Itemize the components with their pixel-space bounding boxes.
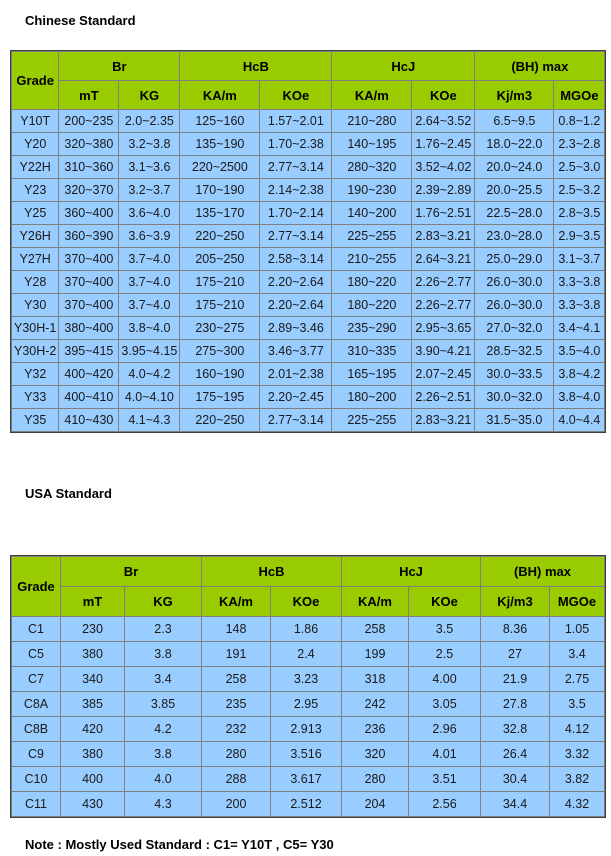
table-row [12,202,605,225]
grade-column-header: Grade [12,52,59,110]
grade-cell: Y10T [12,110,59,133]
value-cell: 420 [61,717,125,742]
value-cell: 2.83~3.21 [412,225,475,248]
value-cell: 2.56 [409,792,481,817]
value-cell: 380~400 [59,317,119,340]
value-cell: 258 [342,617,409,642]
value-cell: 27 [481,642,550,667]
value-cell: 3.7~4.0 [119,271,180,294]
value-cell: 2.77~3.14 [260,156,332,179]
value-cell: 320~370 [59,179,119,202]
value-cell: 34.4 [481,792,550,817]
value-cell: 2.26~2.77 [412,271,475,294]
usa-table-header [12,557,605,617]
value-cell: 225~255 [332,225,412,248]
value-cell: 2.0~2.35 [119,110,180,133]
value-cell: 2.64~3.52 [412,110,475,133]
value-cell: 27.0~32.0 [475,317,554,340]
value-cell: 140~195 [332,133,412,156]
value-cell: 3.2~3.8 [119,133,180,156]
value-cell: 26.0~30.0 [475,271,554,294]
value-cell: 3.8~4.2 [554,363,605,386]
value-cell: 318 [342,667,409,692]
value-cell: 160~190 [180,363,260,386]
grade-cell: C8A [12,692,61,717]
bhmax-mgoe-unit-header: MGOe [550,587,605,617]
br-kg-unit-header: KG [119,81,180,110]
value-cell: 395~415 [59,340,119,363]
value-cell: 288 [202,767,271,792]
value-cell: 280 [342,767,409,792]
table-row [12,317,605,340]
table-row [12,110,605,133]
value-cell: 232 [202,717,271,742]
value-cell: 2.26~2.51 [412,386,475,409]
table-row [12,386,605,409]
value-cell: 3.8~4.0 [554,386,605,409]
value-cell: 2.9~3.5 [554,225,605,248]
value-cell: 2.4 [271,642,342,667]
value-cell: 4.01 [409,742,481,767]
value-cell: 135~190 [180,133,260,156]
value-cell: 180~220 [332,271,412,294]
hcb-kam-unit-header: KA/m [180,81,260,110]
table-row [12,667,605,692]
value-cell: 26.4 [481,742,550,767]
br-kg-unit-header: KG [125,587,202,617]
br-mt-unit-header: mT [59,81,119,110]
value-cell: 2.01~2.38 [260,363,332,386]
value-cell: 3.5~4.0 [554,340,605,363]
value-cell: 2.26~2.77 [412,294,475,317]
grade-column-header: Grade [12,557,61,617]
value-cell: 220~250 [180,409,260,432]
value-cell: 4.0~4.10 [119,386,180,409]
table-row [12,133,605,156]
value-cell: 27.8 [481,692,550,717]
chinese-table-body [12,110,605,432]
value-cell: 2.20~2.64 [260,271,332,294]
bhmax-kjm3-unit-header: Kj/m3 [481,587,550,617]
value-cell: 2.95 [271,692,342,717]
value-cell: 3.8 [125,642,202,667]
table-row [12,642,605,667]
chinese-standard-table [11,51,605,432]
usa-standard-table-frame [10,555,606,818]
table-row [12,248,605,271]
value-cell: 180~200 [332,386,412,409]
value-cell: 2.5~3.2 [554,179,605,202]
grade-cell: Y25 [12,202,59,225]
value-cell: 125~160 [180,110,260,133]
value-cell: 2.58~3.14 [260,248,332,271]
value-cell: 28.5~32.5 [475,340,554,363]
value-cell: 2.77~3.14 [260,409,332,432]
value-cell: 400 [61,767,125,792]
bhmax-group-header: (BH) max [475,52,605,81]
value-cell: 3.46~3.77 [260,340,332,363]
table-row [12,717,605,742]
value-cell: 2.20~2.64 [260,294,332,317]
value-cell: 2.8~3.5 [554,202,605,225]
header-group-row [12,557,605,587]
value-cell: 1.05 [550,617,605,642]
value-cell: 230 [61,617,125,642]
value-cell: 225~255 [332,409,412,432]
value-cell: 242 [342,692,409,717]
hcb-kam-unit-header: KA/m [202,587,271,617]
value-cell: 18.0~22.0 [475,133,554,156]
value-cell: 1.86 [271,617,342,642]
value-cell: 3.4 [550,642,605,667]
value-cell: 25.0~29.0 [475,248,554,271]
value-cell: 8.36 [481,617,550,642]
value-cell: 3.95~4.15 [119,340,180,363]
value-cell: 370~400 [59,271,119,294]
hcb-koe-unit-header: KOe [260,81,332,110]
value-cell: 140~200 [332,202,412,225]
value-cell: 26.0~30.0 [475,294,554,317]
value-cell: 3.6~3.9 [119,225,180,248]
value-cell: 4.0~4.4 [554,409,605,432]
table-row [12,225,605,248]
value-cell: 235 [202,692,271,717]
value-cell: 191 [202,642,271,667]
value-cell: 2.75 [550,667,605,692]
value-cell: 210~255 [332,248,412,271]
table-row [12,271,605,294]
value-cell: 30.4 [481,767,550,792]
value-cell: 4.0 [125,767,202,792]
value-cell: 4.1~4.3 [119,409,180,432]
value-cell: 3.5 [550,692,605,717]
value-cell: 2.83~3.21 [412,409,475,432]
table-row [12,792,605,817]
grade-cell: Y20 [12,133,59,156]
hcj-koe-unit-header: KOe [409,587,481,617]
hcj-group-header: HcJ [342,557,481,587]
value-cell: 360~390 [59,225,119,248]
value-cell: 3.516 [271,742,342,767]
value-cell: 3.6~4.0 [119,202,180,225]
value-cell: 380 [61,742,125,767]
value-cell: 3.5 [409,617,481,642]
grade-cell: Y28 [12,271,59,294]
value-cell: 3.52~4.02 [412,156,475,179]
value-cell: 3.23 [271,667,342,692]
value-cell: 2.3 [125,617,202,642]
value-cell: 148 [202,617,271,642]
value-cell: 2.96 [409,717,481,742]
value-cell: 175~210 [180,294,260,317]
value-cell: 165~195 [332,363,412,386]
value-cell: 380 [61,642,125,667]
value-cell: 200~235 [59,110,119,133]
grade-cell: C10 [12,767,61,792]
hcj-koe-unit-header: KOe [412,81,475,110]
value-cell: 280~320 [332,156,412,179]
value-cell: 235~290 [332,317,412,340]
value-cell: 3.3~3.8 [554,294,605,317]
value-cell: 32.8 [481,717,550,742]
table-row [12,340,605,363]
value-cell: 3.51 [409,767,481,792]
hcj-kam-unit-header: KA/m [342,587,409,617]
grade-cell: Y35 [12,409,59,432]
value-cell: 3.90~4.21 [412,340,475,363]
mostly-used-standard-note: Note : Mostly Used Standard : C1= Y10T , C5= Y30 [25,837,334,852]
grade-cell: Y30 [12,294,59,317]
grade-cell: C8B [12,717,61,742]
value-cell: 280 [202,742,271,767]
value-cell: 3.1~3.7 [554,248,605,271]
value-cell: 400~420 [59,363,119,386]
value-cell: 2.64~3.21 [412,248,475,271]
chinese-standard-table-frame [10,50,606,433]
value-cell: 199 [342,642,409,667]
value-cell: 30.0~32.0 [475,386,554,409]
value-cell: 4.32 [550,792,605,817]
value-cell: 3.32 [550,742,605,767]
hcj-group-header: HcJ [332,52,475,81]
grade-cell: Y30H-2 [12,340,59,363]
value-cell: 3.05 [409,692,481,717]
value-cell: 4.00 [409,667,481,692]
value-cell: 210~280 [332,110,412,133]
grade-cell: Y33 [12,386,59,409]
value-cell: 204 [342,792,409,817]
grade-cell: C1 [12,617,61,642]
chinese-table-header [12,52,605,110]
value-cell: 370~400 [59,248,119,271]
value-cell: 4.12 [550,717,605,742]
value-cell: 430 [61,792,125,817]
value-cell: 1.70~2.38 [260,133,332,156]
value-cell: 205~250 [180,248,260,271]
value-cell: 3.7~4.0 [119,248,180,271]
grade-cell: C7 [12,667,61,692]
value-cell: 220~2500 [180,156,260,179]
value-cell: 236 [342,717,409,742]
value-cell: 20.0~24.0 [475,156,554,179]
value-cell: 3.7~4.0 [119,294,180,317]
value-cell: 220~250 [180,225,260,248]
value-cell: 180~220 [332,294,412,317]
hcb-koe-unit-header: KOe [271,587,342,617]
value-cell: 2.20~2.45 [260,386,332,409]
value-cell: 1.76~2.45 [412,133,475,156]
br-mt-unit-header: mT [61,587,125,617]
value-cell: 3.82 [550,767,605,792]
table-row [12,409,605,432]
grade-cell: Y32 [12,363,59,386]
usa-table-body [12,617,605,817]
value-cell: 2.89~3.46 [260,317,332,340]
value-cell: 2.5~3.0 [554,156,605,179]
grade-cell: Y23 [12,179,59,202]
grade-cell: Y27H [12,248,59,271]
bhmax-group-header: (BH) max [481,557,605,587]
value-cell: 230~275 [180,317,260,340]
grade-cell: C9 [12,742,61,767]
bhmax-kjm3-unit-header: Kj/m3 [475,81,554,110]
value-cell: 3.2~3.7 [119,179,180,202]
value-cell: 2.512 [271,792,342,817]
value-cell: 2.39~2.89 [412,179,475,202]
table-row [12,742,605,767]
value-cell: 275~300 [180,340,260,363]
hcj-kam-unit-header: KA/m [332,81,412,110]
value-cell: 3.8 [125,742,202,767]
value-cell: 360~400 [59,202,119,225]
value-cell: 2.14~2.38 [260,179,332,202]
value-cell: 1.70~2.14 [260,202,332,225]
value-cell: 2.913 [271,717,342,742]
grade-cell: Y30H-1 [12,317,59,340]
table-row [12,692,605,717]
value-cell: 1.57~2.01 [260,110,332,133]
value-cell: 22.5~28.0 [475,202,554,225]
usa-standard-title: USA Standard [25,486,112,501]
value-cell: 410~430 [59,409,119,432]
value-cell: 6.5~9.5 [475,110,554,133]
value-cell: 4.2 [125,717,202,742]
value-cell: 3.85 [125,692,202,717]
value-cell: 3.3~3.8 [554,271,605,294]
value-cell: 4.3 [125,792,202,817]
hcb-group-header: HcB [202,557,342,587]
value-cell: 310~335 [332,340,412,363]
value-cell: 175~210 [180,271,260,294]
value-cell: 1.76~2.51 [412,202,475,225]
header-unit-row [12,587,605,617]
table-row [12,294,605,317]
grade-cell: Y26H [12,225,59,248]
value-cell: 3.4 [125,667,202,692]
usa-standard-table [11,556,605,817]
header-group-row [12,52,605,81]
value-cell: 2.95~3.65 [412,317,475,340]
grade-cell: C11 [12,792,61,817]
value-cell: 370~400 [59,294,119,317]
value-cell: 135~170 [180,202,260,225]
value-cell: 2.5 [409,642,481,667]
br-group-header: Br [59,52,180,81]
value-cell: 21.9 [481,667,550,692]
value-cell: 2.3~2.8 [554,133,605,156]
value-cell: 175~195 [180,386,260,409]
chinese-standard-title: Chinese Standard [25,13,136,28]
hcb-group-header: HcB [180,52,332,81]
value-cell: 23.0~28.0 [475,225,554,248]
value-cell: 0.8~1.2 [554,110,605,133]
bhmax-mgoe-unit-header: MGOe [554,81,605,110]
value-cell: 30.0~33.5 [475,363,554,386]
table-row [12,156,605,179]
header-unit-row [12,81,605,110]
value-cell: 320 [342,742,409,767]
value-cell: 340 [61,667,125,692]
value-cell: 20.0~25.5 [475,179,554,202]
value-cell: 258 [202,667,271,692]
table-row [12,617,605,642]
table-row [12,363,605,386]
value-cell: 170~190 [180,179,260,202]
grade-cell: Y22H [12,156,59,179]
value-cell: 400~410 [59,386,119,409]
value-cell: 2.07~2.45 [412,363,475,386]
value-cell: 190~230 [332,179,412,202]
value-cell: 3.617 [271,767,342,792]
value-cell: 2.77~3.14 [260,225,332,248]
table-row [12,767,605,792]
value-cell: 4.0~4.2 [119,363,180,386]
table-row [12,179,605,202]
value-cell: 320~380 [59,133,119,156]
value-cell: 310~360 [59,156,119,179]
grade-cell: C5 [12,642,61,667]
value-cell: 3.8~4.0 [119,317,180,340]
br-group-header: Br [61,557,202,587]
value-cell: 200 [202,792,271,817]
value-cell: 31.5~35.0 [475,409,554,432]
value-cell: 3.4~4.1 [554,317,605,340]
value-cell: 3.1~3.6 [119,156,180,179]
value-cell: 385 [61,692,125,717]
